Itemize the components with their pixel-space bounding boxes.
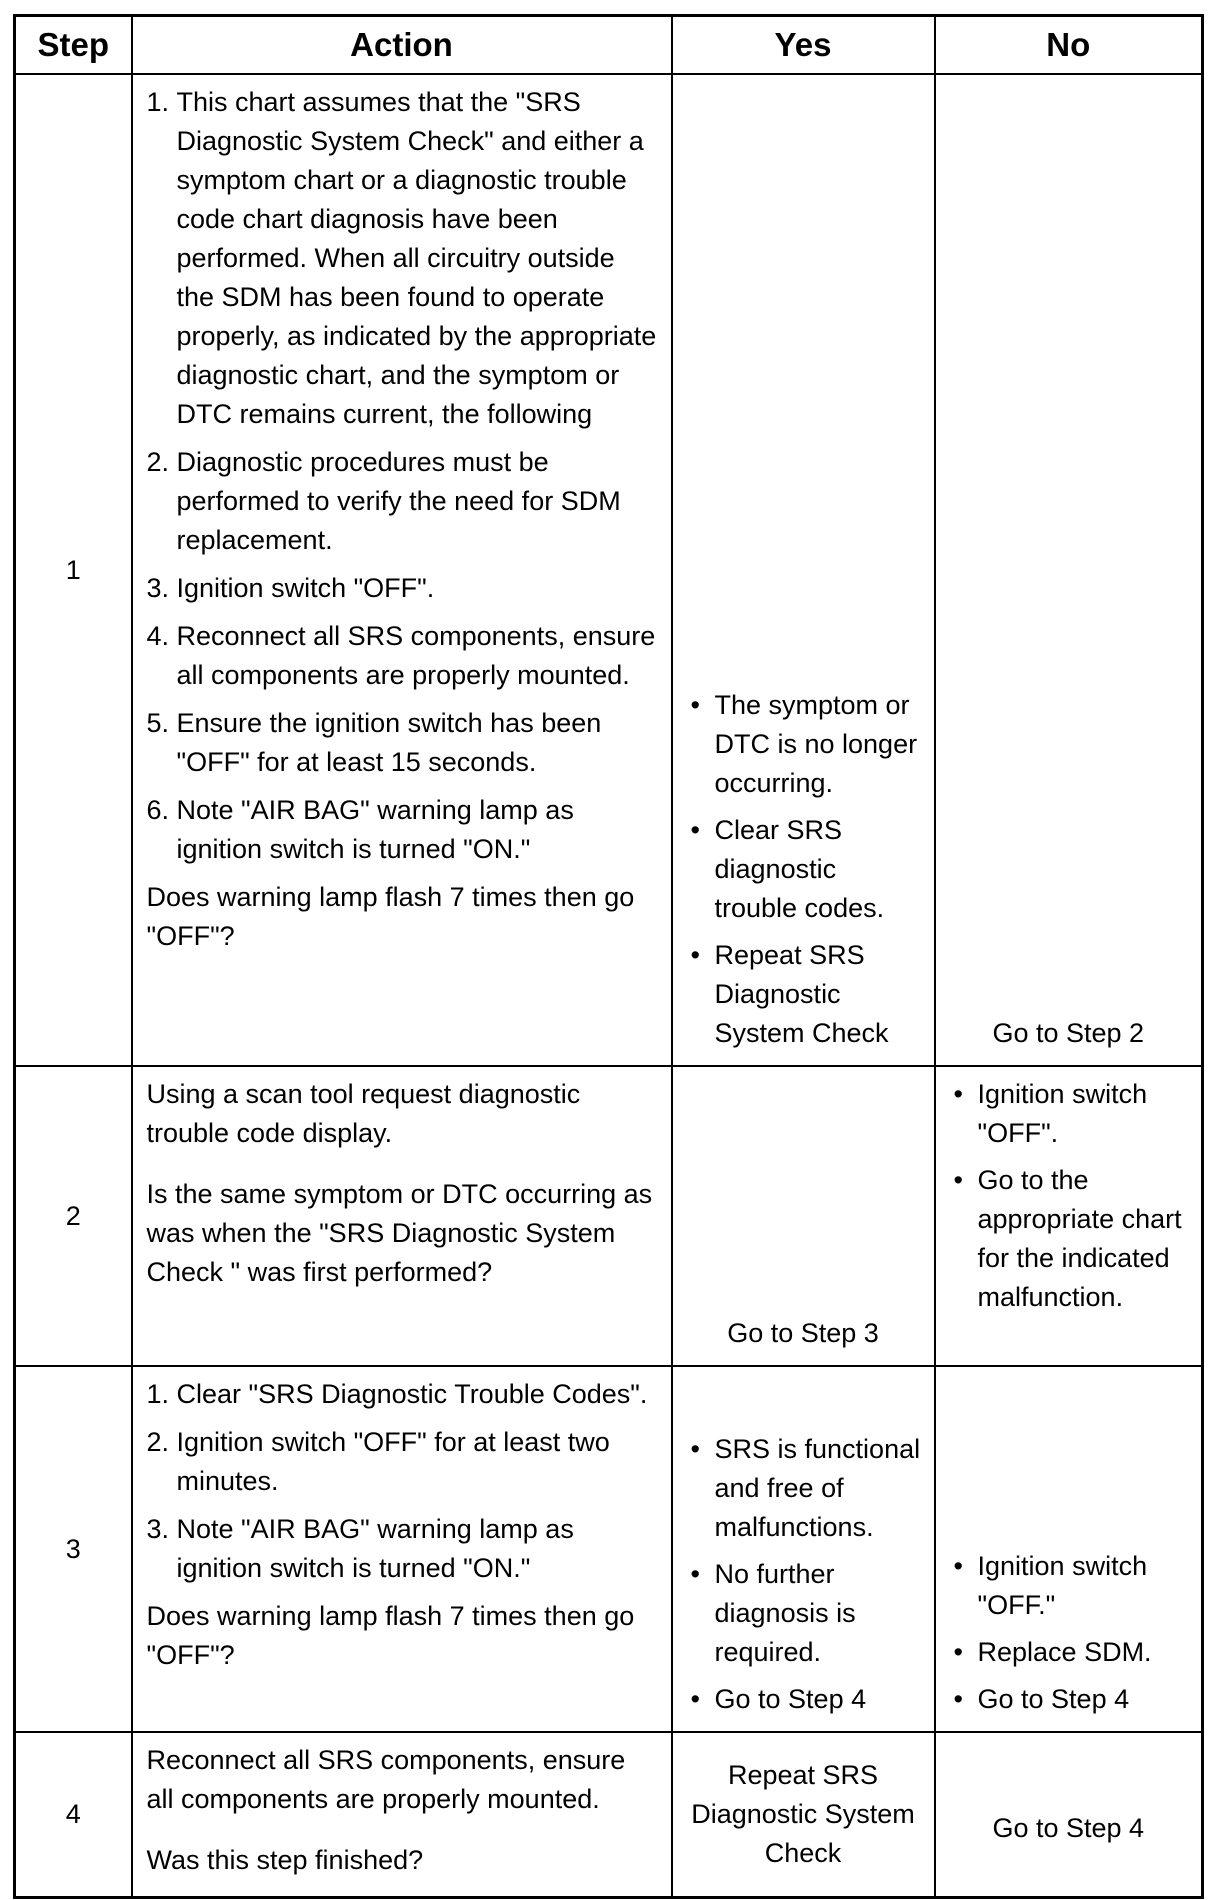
action-steps-list [147,83,659,869]
bullet-icon: • [690,1434,700,1464]
action-text: Reconnect all SRS components, ensure all components are properly mounted. [146,1745,626,1814]
bullet-icon: • [690,1559,700,1589]
yes-cell [672,74,935,1066]
yes-list [685,686,922,1053]
step-number: 1 [15,74,132,1066]
action-question: Does warning lamp flash 7 times then go "OFF"? [146,882,635,951]
action-cell [132,74,672,1066]
action-step [147,443,659,560]
bullet-icon: • [953,1165,963,1195]
action-step [147,569,659,608]
action-question: Does warning lamp flash 7 times then go "OFF"? [146,1601,635,1670]
yes-item [685,686,922,803]
no-text: Ignition switch "OFF". [977,1079,1148,1148]
header-step: Step [15,16,132,75]
no-cell [935,1366,1203,1732]
step-text: Clear "SRS Diagnostic Trouble Codes". [176,1379,648,1409]
header-row [15,16,1203,75]
action-step [147,1510,659,1588]
step-num: 2. [146,1427,170,1457]
no-cell [935,1732,1203,1898]
action-question: Was this step finished? [146,1845,424,1875]
yes-text: SRS is functional and free of malfunctions. [714,1434,921,1542]
no-text: Go to Step 4 [977,1684,1130,1714]
table-row-step-2 [15,1066,1203,1366]
no-item [948,1075,1190,1153]
no-cell [935,74,1203,1066]
step-number: 2 [15,1066,132,1366]
no-text: Ignition switch "OFF." [977,1551,1148,1620]
action-steps-list [147,1375,659,1588]
table-row-step-3 [15,1366,1203,1732]
diagnostic-table [13,14,1204,1899]
bullet-icon: • [690,1684,700,1714]
yes-text: Go to Step 4 [714,1684,867,1714]
action-cell [132,1066,672,1366]
step-text: Note "AIR BAG" warning lamp as ignition switch is turned "ON." [176,1514,574,1583]
yes-cell [672,1066,935,1366]
step-num: 3. [146,573,170,603]
bullet-icon: • [953,1079,963,1109]
action-text: Using a scan tool request diagnostic trouble code display. [146,1079,581,1148]
yes-item [685,1555,922,1672]
table-row-step-1 [15,74,1203,1066]
step-num: 6. [146,795,170,825]
step-text: Reconnect all SRS components, ensure all components are properly mounted. [176,621,656,690]
yes-item [685,936,922,1053]
action-cell [132,1732,672,1898]
no-item [948,1680,1190,1719]
yes-text: Go to Step 3 [727,1318,879,1348]
header-action: Action [132,16,672,75]
step-text: Diagnostic procedures must be performed to verify the need for SDM replacement. [176,447,621,555]
no-text: Replace SDM. [977,1637,1152,1667]
action-step [147,617,659,695]
no-item [948,1161,1190,1317]
action-step [147,83,659,434]
action-step [147,704,659,782]
no-list [948,1075,1190,1317]
action-question: Is the same symptom or DTC occurring as was when the "SRS Diagnostic System Check " was first performed? [146,1179,653,1287]
no-text: Go to Step 2 [992,1018,1145,1048]
step-num: 5. [146,708,170,738]
action-step [147,791,659,869]
step-num: 4. [146,621,170,651]
step-num: 1. [146,87,170,117]
step-text: Ensure the ignition switch has been "OFF" for at least 15 seconds. [176,708,602,777]
action-step [147,1375,659,1414]
yes-item [685,1680,922,1719]
yes-text: Repeat SRS Diagnostic System Check [714,940,889,1048]
table-row-step-4 [15,1732,1203,1898]
bullet-icon: • [953,1637,963,1667]
no-item [948,1633,1190,1672]
step-text: Ignition switch "OFF". [176,573,435,603]
no-item [948,1547,1190,1625]
step-text: Ignition switch "OFF" for at least two minutes. [176,1427,610,1496]
step-num: 3. [146,1514,170,1544]
action-step [147,1423,659,1501]
yes-item [685,1430,922,1547]
step-number: 3 [15,1366,132,1732]
step-number: 4 [15,1732,132,1898]
bullet-icon: • [690,690,700,720]
bullet-icon: • [953,1684,963,1714]
header-no: No [935,16,1203,75]
yes-list [685,1430,922,1719]
step-text: Note "AIR BAG" warning lamp as ignition switch is turned "ON." [176,795,574,864]
no-list [948,1547,1190,1719]
yes-text: Clear SRS diagnostic trouble codes. [714,815,885,923]
step-num: 2. [146,447,170,477]
no-text: Go to the appropriate chart for the indicated malfunction. [977,1165,1182,1312]
bullet-icon: • [690,815,700,845]
step-text: This chart assumes that the "SRS Diagnostic System Check" and either a symptom chart or a diagnostic trouble code chart diagnosis have been performed. When all circuitry outside the SDM has been found to operate properly, as indicated by the appropriate diagnostic chart, and the symptom or DTC remains current, the following [176,87,657,429]
yes-text: Repeat SRS Diagnostic System Check [691,1760,915,1868]
yes-cell [672,1732,935,1898]
action-cell [132,1366,672,1732]
step-num: 1. [146,1379,170,1409]
header-yes: Yes [672,16,935,75]
yes-cell [672,1366,935,1732]
bullet-icon: • [953,1551,963,1581]
bullet-icon: • [690,940,700,970]
yes-text: The symptom or DTC is no longer occurring. [714,690,918,798]
no-cell [935,1066,1203,1366]
no-text: Go to Step 4 [992,1813,1145,1843]
yes-text: No further diagnosis is required. [714,1559,856,1667]
yes-item [685,811,922,928]
